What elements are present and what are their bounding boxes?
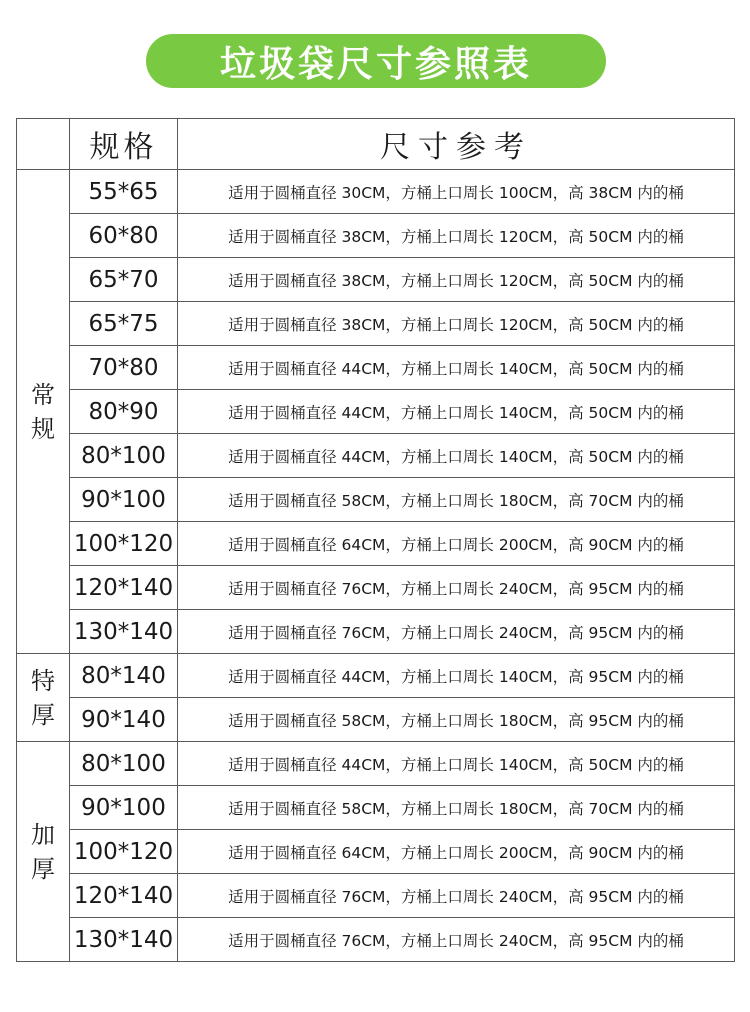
table-row xyxy=(17,566,735,610)
table-row xyxy=(17,478,735,522)
table-body xyxy=(17,170,735,962)
reference-cell: 适用于圆桶直径 38CM，方桶上口周长 120CM，高 50CM 内的桶 xyxy=(178,302,735,346)
reference-cell: 适用于圆桶直径 76CM，方桶上口周长 240CM，高 95CM 内的桶 xyxy=(178,610,735,654)
group-label xyxy=(17,170,70,654)
group-label-char: 规 xyxy=(31,414,55,443)
reference-cell: 适用于圆桶直径 30CM，方桶上口周长 100CM，高 38CM 内的桶 xyxy=(178,170,735,214)
header-ref: 尺寸参考 xyxy=(178,119,735,170)
reference-cell: 适用于圆桶直径 38CM，方桶上口周长 120CM，高 50CM 内的桶 xyxy=(178,258,735,302)
table-row xyxy=(17,214,735,258)
table-row xyxy=(17,786,735,830)
group-label-char: 特 xyxy=(31,666,55,695)
reference-cell: 适用于圆桶直径 58CM，方桶上口周长 180CM，高 95CM 内的桶 xyxy=(178,698,735,742)
reference-cell: 适用于圆桶直径 76CM，方桶上口周长 240CM，高 95CM 内的桶 xyxy=(178,566,735,610)
reference-cell: 适用于圆桶直径 64CM，方桶上口周长 200CM，高 90CM 内的桶 xyxy=(178,830,735,874)
spec-cell: 80*140 xyxy=(70,654,178,698)
reference-cell: 适用于圆桶直径 44CM，方桶上口周长 140CM，高 50CM 内的桶 xyxy=(178,742,735,786)
page-title: 垃圾袋尺寸参照表 xyxy=(146,34,606,88)
reference-cell: 适用于圆桶直径 58CM，方桶上口周长 180CM，高 70CM 内的桶 xyxy=(178,786,735,830)
reference-cell: 适用于圆桶直径 58CM，方桶上口周长 180CM，高 70CM 内的桶 xyxy=(178,478,735,522)
spec-cell: 65*75 xyxy=(70,302,178,346)
reference-cell: 适用于圆桶直径 76CM，方桶上口周长 240CM，高 95CM 内的桶 xyxy=(178,874,735,918)
table-row xyxy=(17,346,735,390)
reference-cell: 适用于圆桶直径 44CM，方桶上口周长 140CM，高 50CM 内的桶 xyxy=(178,434,735,478)
spec-cell: 70*80 xyxy=(70,346,178,390)
reference-cell: 适用于圆桶直径 44CM，方桶上口周长 140CM，高 50CM 内的桶 xyxy=(178,346,735,390)
spec-cell: 130*140 xyxy=(70,610,178,654)
spec-cell: 120*140 xyxy=(70,566,178,610)
group-label-char: 常 xyxy=(31,380,55,409)
table-row xyxy=(17,522,735,566)
reference-cell: 适用于圆桶直径 64CM，方桶上口周长 200CM，高 90CM 内的桶 xyxy=(178,522,735,566)
table-header-row xyxy=(17,119,735,170)
spec-cell: 100*120 xyxy=(70,522,178,566)
group-label-char: 加 xyxy=(31,820,55,849)
table-row xyxy=(17,390,735,434)
spec-cell: 130*140 xyxy=(70,918,178,962)
spec-cell: 80*100 xyxy=(70,434,178,478)
group-label xyxy=(17,654,70,742)
reference-cell: 适用于圆桶直径 76CM，方桶上口周长 240CM，高 95CM 内的桶 xyxy=(178,918,735,962)
table-row xyxy=(17,610,735,654)
spec-cell: 80*100 xyxy=(70,742,178,786)
spec-cell: 90*100 xyxy=(70,786,178,830)
table-row xyxy=(17,698,735,742)
spec-cell: 120*140 xyxy=(70,874,178,918)
group-label xyxy=(17,742,70,962)
group-label-char: 厚 xyxy=(31,700,55,729)
spec-cell: 55*65 xyxy=(70,170,178,214)
reference-cell: 适用于圆桶直径 44CM，方桶上口周长 140CM，高 50CM 内的桶 xyxy=(178,390,735,434)
spec-cell: 80*90 xyxy=(70,390,178,434)
table-row xyxy=(17,918,735,962)
spec-cell: 90*100 xyxy=(70,478,178,522)
spec-cell: 90*140 xyxy=(70,698,178,742)
table-row xyxy=(17,170,735,214)
spec-cell: 65*70 xyxy=(70,258,178,302)
table-row xyxy=(17,830,735,874)
group-label-char: 厚 xyxy=(31,854,55,883)
header-group-cell xyxy=(17,119,70,170)
table-row xyxy=(17,654,735,698)
reference-cell: 适用于圆桶直径 38CM，方桶上口周长 120CM，高 50CM 内的桶 xyxy=(178,214,735,258)
table-row xyxy=(17,742,735,786)
table-row xyxy=(17,302,735,346)
spec-cell: 100*120 xyxy=(70,830,178,874)
reference-cell: 适用于圆桶直径 44CM，方桶上口周长 140CM，高 95CM 内的桶 xyxy=(178,654,735,698)
spec-cell: 60*80 xyxy=(70,214,178,258)
table-row xyxy=(17,874,735,918)
table-row xyxy=(17,434,735,478)
size-reference-table xyxy=(16,118,735,962)
table-row xyxy=(17,258,735,302)
header-spec: 规格 xyxy=(70,119,178,170)
